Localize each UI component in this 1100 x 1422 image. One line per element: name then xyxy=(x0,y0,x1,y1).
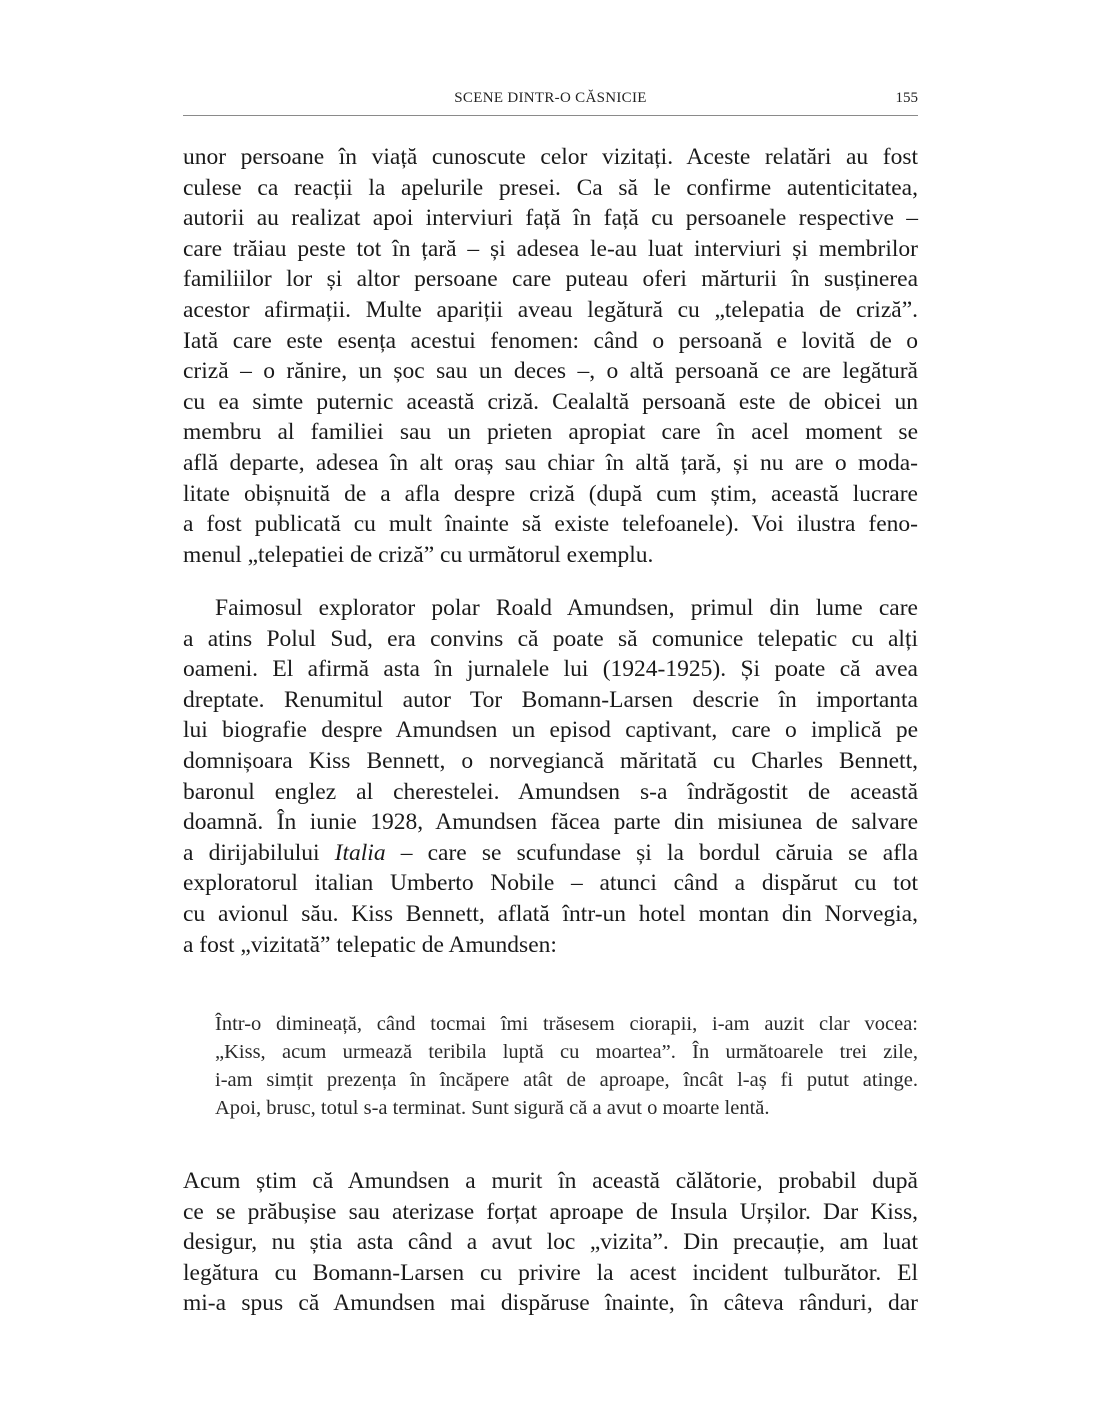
block-quote xyxy=(215,1010,918,1122)
text-line: baronul englez al cherestelei. Amundsen s-a îndrăgostit de această xyxy=(183,778,918,805)
text-line: doamnă. În iunie 1928, Amundsen făcea parte din misiunea de salvare xyxy=(183,809,918,836)
text-line: legătura cu Bomann-Larsen cu privire la acest incident tulburător. El xyxy=(183,1259,918,1286)
text-line: cu avionul său. Kiss Bennett, aflată într-un hotel montan din Norvegia, xyxy=(183,900,918,927)
text-line: acestor afirmații. Multe apariții aveau legătură cu „telepatia de criză”. xyxy=(183,296,918,323)
quote-line: i-am simțit prezența în încăpere atât de aproape, încât l-aș fi putut atinge. xyxy=(215,1069,918,1091)
text-fragment: a dirijabilului xyxy=(183,839,320,866)
text-line: află departe, adesea în alt oraș sau chiar în altă țară, și nu are o moda- xyxy=(183,449,918,476)
text-line: exploratorul italian Umberto Nobile – atunci când a dispărut cu tot xyxy=(183,870,918,897)
text-line: criză – o rănire, un șoc sau un deces –, o altă persoană ce are legătură xyxy=(183,358,918,385)
text-line: autorii au realizat apoi interviuri față în față cu persoanele respective – xyxy=(183,205,918,232)
running-header xyxy=(183,90,918,114)
text-line: a fost publicată cu mult înainte să existe telefoanele). Voi ilustra feno- xyxy=(183,511,918,538)
text-line: domnișoara Kiss Bennett, o norvegiancă măritată cu Charles Bennett, xyxy=(183,747,918,774)
text-line: a fost „vizitată” telepatic de Amundsen: xyxy=(183,931,557,958)
quote-line: „Kiss, acum urmează teribila luptă cu moartea”. În următoarele trei zile, xyxy=(215,1041,918,1063)
text-line: membru al familiei sau un prieten apropiat care în acel moment se xyxy=(183,419,918,446)
paragraph-amundsen xyxy=(183,593,918,960)
paragraph-aftermath xyxy=(183,1166,918,1319)
text-line: dreptate. Renumitul autor Tor Bomann-Larsen descrie în importanta xyxy=(183,686,918,713)
text-line: lui biografie despre Amundsen un episod captivant, care o implică pe xyxy=(183,717,918,744)
text-line: Iată care este esența acestui fenomen: când o persoană e lovită de o xyxy=(183,327,918,354)
text-line: unor persoane în viață cunoscute celor vizitați. Aceste relatări au fost xyxy=(183,144,918,170)
text-line: a atins Polul Sud, era convins că poate să comunice telepatic cu alți xyxy=(183,625,918,652)
text-fragment: – care se scufundase și la bordul căruia se afla xyxy=(400,839,919,866)
italic-title: Italia xyxy=(334,839,386,866)
header-rule xyxy=(183,115,918,116)
running-title: SCENE DINTR-O CĂSNICIE xyxy=(454,90,647,106)
text-line: care trăiau peste tot în țară – și adesea le-au luat interviuri și membrilor xyxy=(183,235,918,262)
text-line: ce se prăbușise sau aterizase forțat aproape de Insula Urșilor. Dar Kiss, xyxy=(183,1198,918,1225)
text-line: litate obișnuită de a afla despre criză (după cum știm, această lucrare xyxy=(183,480,918,507)
quote-line: Apoi, brusc, totul s-a terminat. Sunt sigură că a avut o moarte lentă. xyxy=(215,1097,770,1119)
text-line: culese ca reacții la apelurile presei. Ca să le confirme autenticitatea, xyxy=(183,174,918,201)
text-line: mi-a spus că Amundsen mai dispăruse înainte, în câteva rânduri, dar xyxy=(183,1290,918,1317)
paragraph-continuation xyxy=(183,142,918,570)
text-line: familiilor lor și altor persoane care puteau oferi mărturii în susținerea xyxy=(183,266,918,293)
text-line-italia xyxy=(183,838,918,869)
quote-line: Într-o dimineață, când tocmai îmi trăsesem ciorapii, i-am auzit clar vocea: xyxy=(215,1013,918,1035)
page-number: 155 xyxy=(895,90,918,106)
text-line: desigur, nu știa asta când a avut loc „vizita”. Din precauție, am luat xyxy=(183,1229,918,1256)
text-line: menul „telepatiei de criză” cu următorul exemplu. xyxy=(183,541,654,568)
text-line: cu ea simte puternic această criză. Cealaltă persoană este de obicei un xyxy=(183,388,918,415)
text-line: oameni. El afirmă asta în jurnalele lui (1924-1925). Și poate că avea xyxy=(183,656,918,683)
text-line: Faimosul explorator polar Roald Amundsen, primul din lume care xyxy=(215,595,918,621)
text-line: Acum știm că Amundsen a murit în această călătorie, probabil după xyxy=(183,1168,918,1194)
